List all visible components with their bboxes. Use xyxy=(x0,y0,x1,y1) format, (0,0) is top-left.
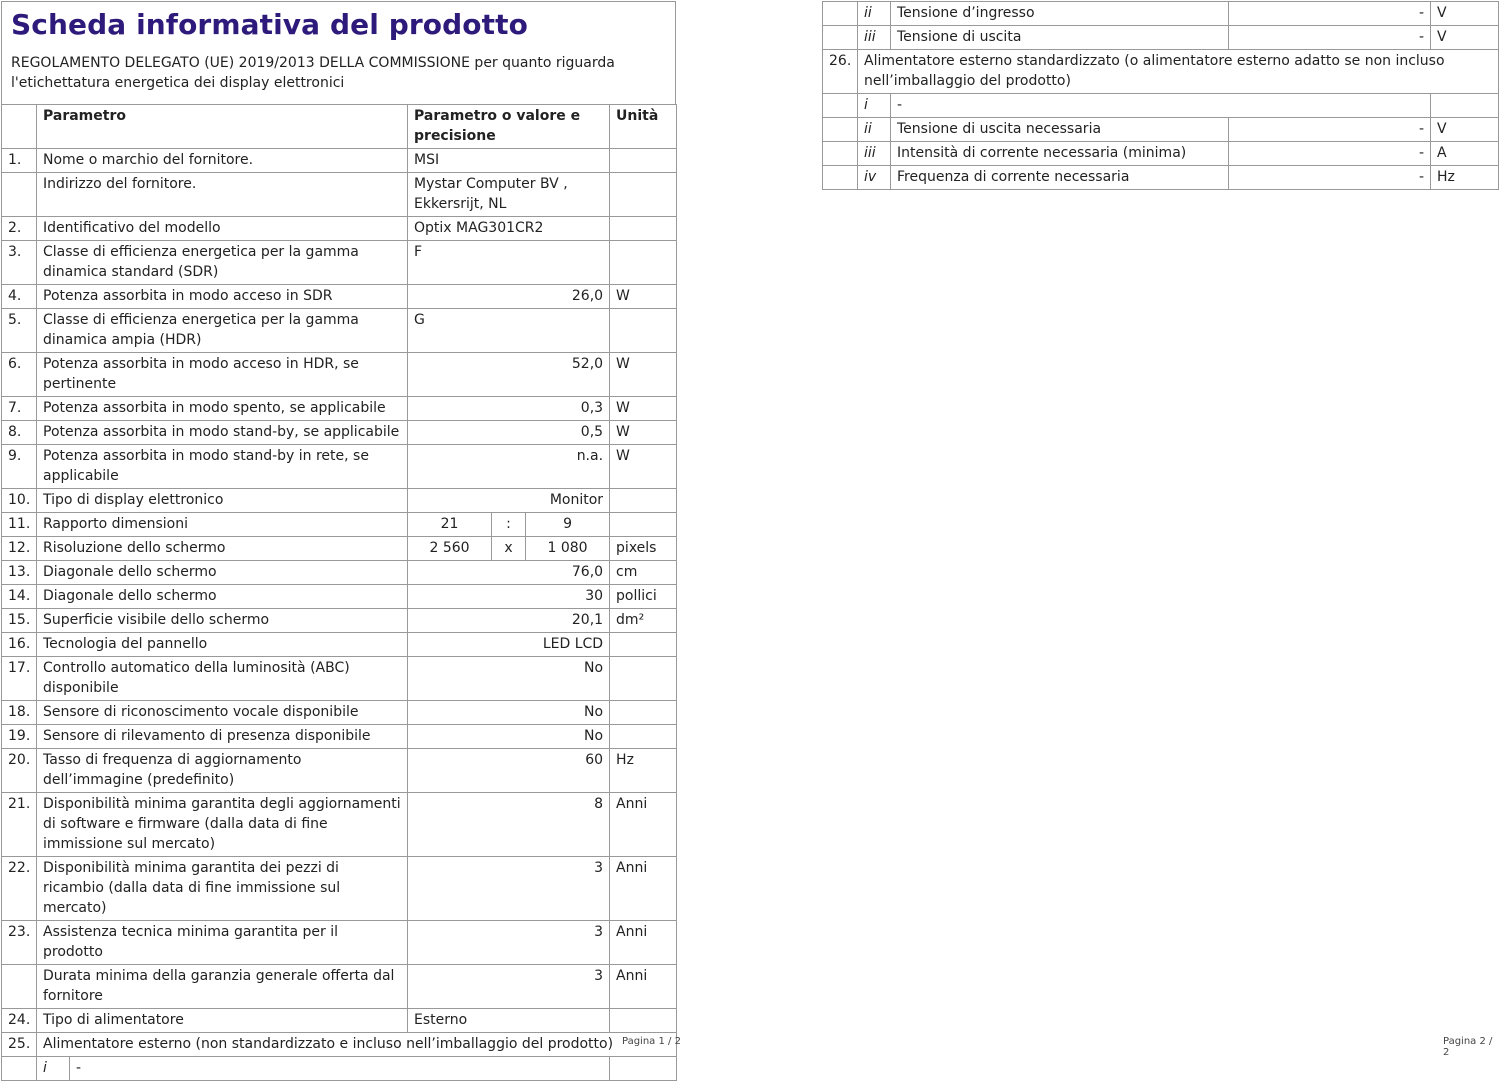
header-value: Parametro o valore e precisione xyxy=(408,105,610,149)
table-row: 2. Identificativo del modello Optix MAG301CR2 xyxy=(2,217,677,241)
table-row: i - xyxy=(2,1057,677,1081)
table-row: Indirizzo del fornitore. Mystar Computer BV , Ekkersrijt, NL xyxy=(2,173,677,217)
page-1 xyxy=(1,1,676,1081)
product-info-table-continued xyxy=(822,1,1499,190)
table-header-row xyxy=(2,105,677,149)
table-row: 12. Risoluzione dello schermo 2 560 x 1 080 pixels xyxy=(2,537,677,561)
table-row: 3. Classe di efficienza energetica per la gamma dinamica standard (SDR) F xyxy=(2,241,677,285)
page-subtitle: REGOLAMENTO DELEGATO (UE) 2019/2013 DELLA COMMISSIONE per quanto riguarda l'etichettatura energetica dei display elettronici xyxy=(11,55,615,91)
table-row: 10. Tipo di display elettronico Monitor xyxy=(2,489,677,513)
table-row: 22. Disponibilità minima garantita dei pezzi di ricambio (dalla data di fine immissione sul mercato) 3 Anni xyxy=(2,857,677,921)
page-number-1: Pagina 1 / 2 xyxy=(622,1036,681,1047)
table-row: 6. Potenza assorbita in modo acceso in HDR, se pertinente 52,0 W xyxy=(2,353,677,397)
table-row: 17. Controllo automatico della luminosità (ABC) disponibile No xyxy=(2,657,677,701)
table-row: 19. Sensore di rilevamento di presenza disponibile No xyxy=(2,725,677,749)
table-row: 7. Potenza assorbita in modo spento, se applicabile 0,3 W xyxy=(2,397,677,421)
table-row: 1. Nome o marchio del fornitore. MSI xyxy=(2,149,677,173)
table-row: 13. Diagonale dello schermo 76,0 cm xyxy=(2,561,677,585)
table-row: 20. Tasso di frequenza di aggiornamento dell’immagine (predefinito) 60 Hz xyxy=(2,749,677,793)
table-row: 16. Tecnologia del pannello LED LCD xyxy=(2,633,677,657)
table-row: 21. Disponibilità minima garantita degli aggiornamenti di software e firmware (dalla data di fine immissione sul mercato) 8 Anni xyxy=(2,793,677,857)
table-row: 24. Tipo di alimentatore Esterno xyxy=(2,1009,677,1033)
table-row: 15. Superficie visibile dello schermo 20,1 dm² xyxy=(2,609,677,633)
table-row: 18. Sensore di riconoscimento vocale disponibile No xyxy=(2,701,677,725)
table-row: 14. Diagonale dello schermo 30 pollici xyxy=(2,585,677,609)
table-row: ii Tensione d’ingresso - V xyxy=(823,2,1499,26)
table-row: 11. Rapporto dimensioni 21 : 9 xyxy=(2,513,677,537)
table-row: 25. Alimentatore esterno (non standardizzato e incluso nell’imballaggio del prodotto) xyxy=(2,1033,677,1057)
table-row: Durata minima della garanzia generale offerta dal fornitore 3 Anni xyxy=(2,965,677,1009)
product-info-table xyxy=(1,104,677,1081)
page-title: Scheda informativa del prodotto xyxy=(11,8,528,41)
table-row: 9. Potenza assorbita in modo stand-by in rete, se applicabile n.a. W xyxy=(2,445,677,489)
header-unit: Unità xyxy=(610,105,677,149)
page-2 xyxy=(822,1,1498,190)
table-row: 8. Potenza assorbita in modo stand-by, se applicabile 0,5 W xyxy=(2,421,677,445)
table-row: i - xyxy=(823,94,1499,118)
table-row: 5. Classe di efficienza energetica per la gamma dinamica ampia (HDR) G xyxy=(2,309,677,353)
table-row: ii Tensione di uscita necessaria - V xyxy=(823,118,1499,142)
header-param: Parametro xyxy=(37,105,408,149)
table-row: 23. Assistenza tecnica minima garantita per il prodotto 3 Anni xyxy=(2,921,677,965)
table-row: iv Frequenza di corrente necessaria - Hz xyxy=(823,166,1499,190)
table-row: iii Intensità di corrente necessaria (minima) - A xyxy=(823,142,1499,166)
table-row: 26. Alimentatore esterno standardizzato (o alimentatore esterno adatto se non incluso nell’imballaggio del prodotto) xyxy=(823,50,1499,94)
table-row: 4. Potenza assorbita in modo acceso in SDR 26,0 W xyxy=(2,285,677,309)
page-number-2: Pagina 2 / 2 xyxy=(1443,1036,1493,1058)
document-header xyxy=(1,1,676,104)
table-row: iii Tensione di uscita - V xyxy=(823,26,1499,50)
